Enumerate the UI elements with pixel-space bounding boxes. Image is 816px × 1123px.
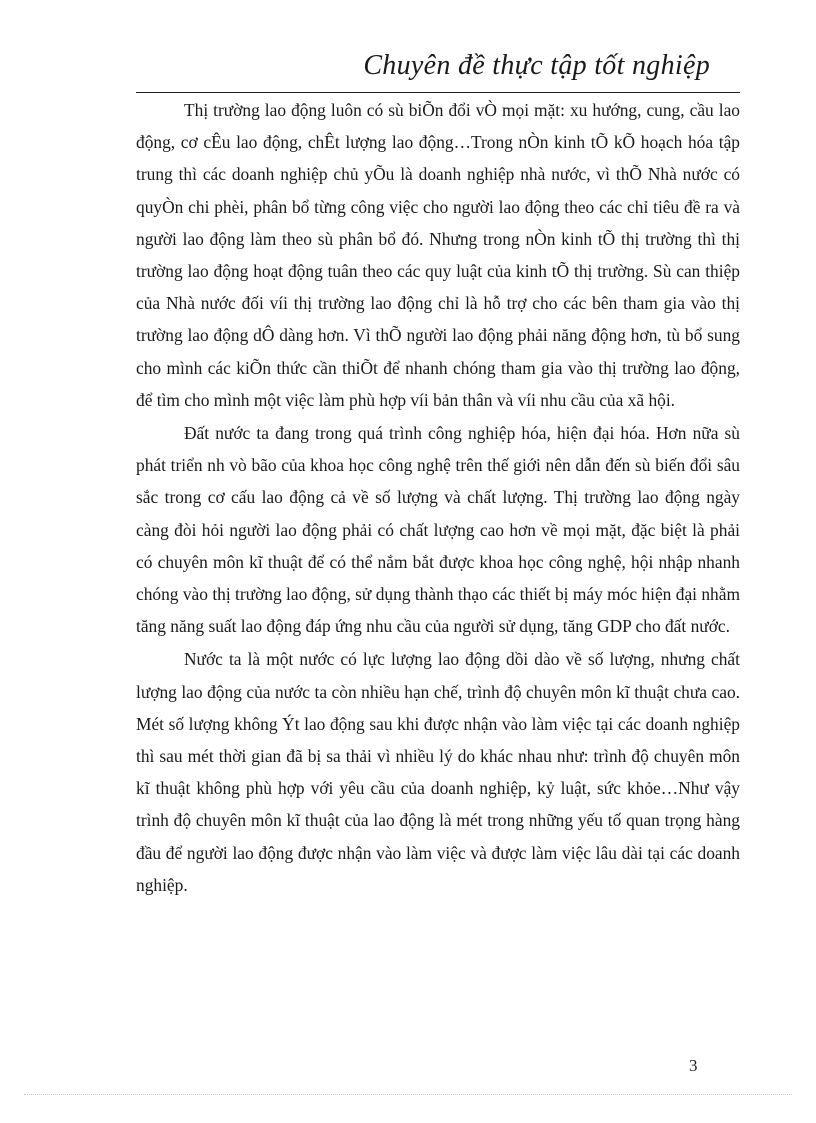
page-header <box>136 42 740 93</box>
document-body <box>136 94 740 901</box>
paragraph-industrialization: Đất nước ta đang trong quá trình công nghiệp hóa, hiện đại hóa. Hơn nữa sù phát triển nh vò bão của khoa học công nghệ trên thế giới nên dẫn đến sù biến đổi sâu sắc trong cơ cấu lao động cả về số lượng và chất lượng. Thị trường lao động ngày càng đòi hỏi người lao động phải có chất lượng cao hơn về mọi mặt, đặc biệt là phải có chuyên môn kĩ thuật để có thể nắm bắt được khoa học công nghệ, hội nhập nhanh chóng vào thị trường lao động, sử dụng thành thạo các thiết bị máy móc hiện đại nhằm tăng năng suất lao động đáp ứng nhu cầu của người sử dụng, tăng GDP cho đất nước. <box>136 423 740 637</box>
page-bottom-divider <box>24 1094 792 1095</box>
header-title: Chuyên đề thực tập tốt nghiệp <box>363 50 710 81</box>
page-number: 3 <box>689 1056 698 1075</box>
paragraph-labor-quality: Nước ta là một nước có lực lượng lao động dồi dào về số lượng, nhưng chất lượng lao động của nước ta còn nhiều hạn chế, trình độ chuyên môn kĩ thuật chưa cao. Mét số lượng không Ýt lao động sau khi được nhận vào làm việc tại các doanh nghiệp thì sau mét thời gian đã bị sa thải vì nhiều lý do khác nhau như: trình độ chuyên môn kĩ thuật không phù hợp với yêu cầu của doanh nghiệp, kỷ luật, sức khỏe…Như vậy trình độ chuyên môn kĩ thuật của lao động là mét trong những yếu tố quan trọng hàng đầu để người lao động được nhận vào làm việc và được làm việc lâu dài tại các doanh nghiệp. <box>136 649 740 895</box>
paragraph-labor-market: Thị trường lao động luôn có sù biÕn đổi vÒ mọi mặt: xu hướng, cung, cầu lao động, cơ cÊu lao động, chÊt lượng lao động…Trong nÒn kinh tÕ kÕ hoạch hóa tập trung thì các doanh nghiệp chủ yÕu là doanh nghiệp nhà nước, vì thÕ Nhà nước có quyÒn chi phèi, phân bổ từng công việc cho người lao động theo các chỉ tiêu đề ra và người lao động làm theo sù phân bổ đó. Nhưng trong nÒn kinh tÕ thị trường thì thị trường lao động hoạt động tuân theo các quy luật của kinh tÕ thị trường. Sù can thiệp của Nhà nước đối víi thị trường lao động chỉ là hỗ trợ cho các bên tham gia vào thị trường lao động dÔ dàng hơn. Vì thÕ người lao động phải năng động hơn, tù bổ sung cho mình các kiÕn thức cần thiÕt để nhanh chóng tham gia vào thị trường lao động, để tìm cho mình một việc làm phù hợp víi bản thân và víi nhu cầu của xã hội. <box>136 100 740 410</box>
